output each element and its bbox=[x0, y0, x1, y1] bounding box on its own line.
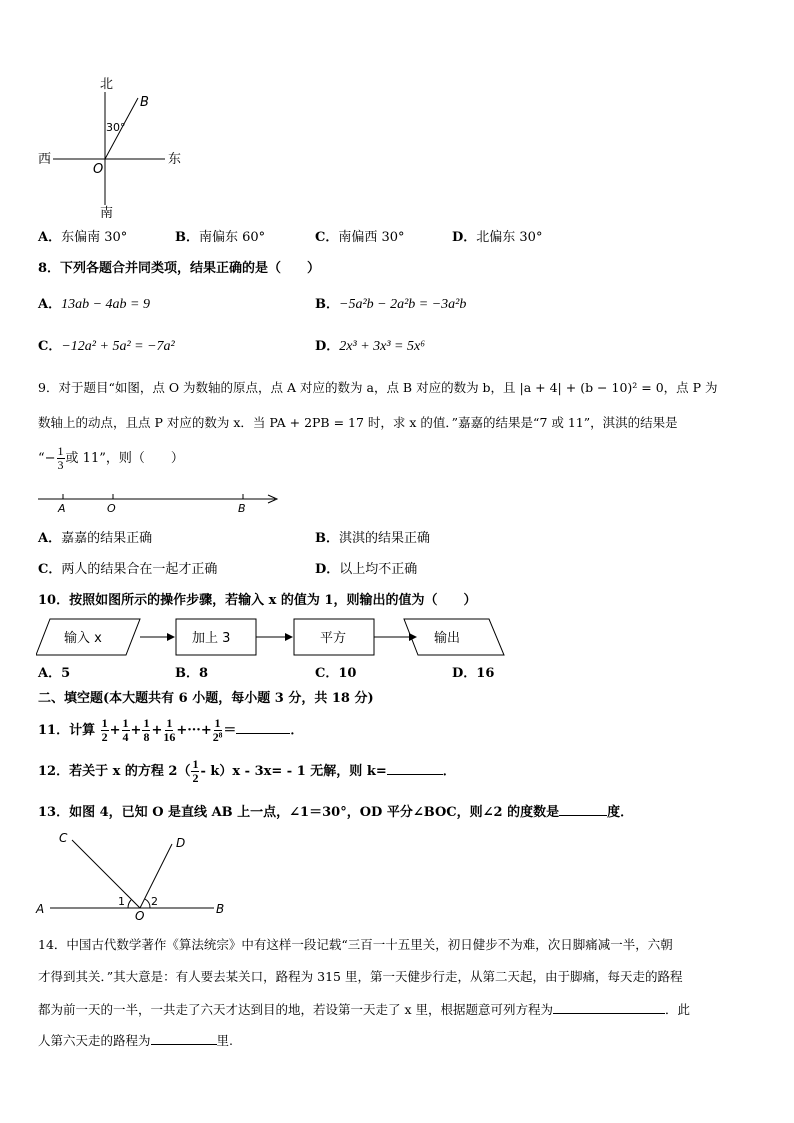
q12-answer-blank[interactable] bbox=[387, 760, 443, 775]
compass-figure bbox=[30, 70, 200, 220]
compass-east: 东 bbox=[168, 152, 182, 167]
q9-line1: 9．对于题目“如图，点 O 为数轴的原点，点 A 对应的数为 a，点 B 对应的数为 b，且 |a + 4| + (b − 10)² = 0，点 P 为 bbox=[38, 380, 718, 395]
q10-stem: 10．按照如图所示的操作步骤，若输入 x 的值为 1，则输出的值为（ ） bbox=[38, 593, 477, 608]
q8-stem: 8．下列各题合并同类项，结果正确的是（ ） bbox=[38, 261, 321, 276]
fig13-angle2: 2 bbox=[151, 895, 158, 908]
fig13-a: A bbox=[36, 902, 45, 916]
q9-fraction: $\frac{1}{3}$ bbox=[57, 444, 64, 472]
q14-distance-blank[interactable] bbox=[151, 1030, 217, 1045]
fig13-b: B bbox=[216, 902, 225, 916]
q10-option-c[interactable]: C．10 bbox=[315, 666, 357, 681]
q13-answer-blank[interactable] bbox=[559, 801, 607, 816]
q10-option-b[interactable]: B．8 bbox=[175, 666, 209, 681]
q10-option-a[interactable]: A．5 bbox=[38, 666, 71, 681]
fig13-c: C bbox=[59, 831, 68, 845]
q10-option-d[interactable]: D．16 bbox=[452, 666, 495, 681]
compass-south: 南 bbox=[100, 206, 114, 220]
fig13-d: D bbox=[176, 836, 186, 850]
q14-line2: 才得到其关．”其大意是：有人要去某关口，路程为 315 里，第一天健步行走，从第二天起，由于脚痛，每天走的路程 bbox=[38, 969, 683, 984]
flow-output: 输出 bbox=[434, 631, 461, 646]
q7-option-a[interactable]: A．东偏南 30° bbox=[38, 230, 128, 245]
q9-number-line bbox=[35, 488, 285, 516]
q14-line4: 人第六天走的路程为 里. bbox=[38, 1030, 233, 1050]
q8-option-c[interactable]: C．−12a² + 5a² = −7a² bbox=[38, 339, 175, 354]
q12-line: 12．若关于 x 的方程 2（ $\frac{1}{2}$ - k）x - 3x= - 1 无解，则 k= ． bbox=[38, 757, 456, 785]
q9-option-a[interactable]: A．嘉嘉的结果正确 bbox=[38, 531, 153, 546]
compass-angle: 30° bbox=[106, 121, 126, 134]
flow-square: 平方 bbox=[320, 631, 347, 646]
q10-flowchart bbox=[36, 617, 506, 659]
q9-option-b[interactable]: B．淇淇的结果正确 bbox=[315, 531, 431, 546]
q11-line: 11．计算 $\frac{1}{2}$ + $\frac{1}{4}$ + $\frac{1}{8}$ + $\frac{1}{16}$ +···+ $\frac{1}{\text{2⁸}}$ ＝ ． bbox=[38, 716, 304, 744]
q11-answer-blank[interactable] bbox=[236, 719, 290, 734]
flow-input: 输入 x bbox=[64, 631, 102, 646]
fig13-o: O bbox=[135, 909, 145, 922]
q8-option-d[interactable]: D．2x³ + 3x³ = 5x⁶ bbox=[315, 339, 426, 354]
q7-option-d[interactable]: D．北偏东 30° bbox=[452, 230, 543, 245]
q7-option-b[interactable]: B．南偏东 60° bbox=[175, 230, 266, 245]
compass-origin: O bbox=[93, 162, 104, 177]
compass-point-b: B bbox=[140, 95, 149, 110]
numberline-o: O bbox=[107, 502, 116, 515]
fig13-angle1: 1 bbox=[118, 895, 125, 908]
q8-option-b[interactable]: B．−5a²b − 2a²b = −3a²b bbox=[315, 297, 467, 312]
numberline-b: B bbox=[238, 502, 246, 515]
section-heading: 二、填空题(本大题共有 6 小题，每小题 3 分，共 18 分) bbox=[38, 691, 374, 706]
q7-option-c[interactable]: C．南偏西 30° bbox=[315, 230, 405, 245]
q14-line3: 都为前一天的一半，一共走了六天才达到目的地，若设第一天走了 x 里，根据题意可列方程为 ．此 bbox=[38, 999, 690, 1019]
q13-line: 13．如图 4，已知 O 是直线 AB 上一点，∠1＝30°，OD 平分∠BOC，则∠2 的度数是 度． bbox=[38, 801, 633, 822]
q14-equation-blank[interactable] bbox=[553, 999, 665, 1014]
q9-line2: 数轴上的动点，且点 P 对应的数为 x．当 PA + 2PB = 17 时，求 x 的值．”嘉嘉的结果是“7 或 11”，淇淇的结果是 bbox=[38, 415, 678, 430]
q9-line3: “− $\frac{1}{3}$ 或 11”，则（ ） bbox=[38, 444, 184, 472]
q13-figure bbox=[32, 826, 232, 922]
numberline-a: A bbox=[58, 502, 66, 515]
q9-option-c[interactable]: C．两人的结果合在一起才正确 bbox=[38, 562, 218, 577]
compass-north: 北 bbox=[100, 77, 114, 92]
compass-west: 西 bbox=[38, 152, 52, 167]
flow-add: 加上 3 bbox=[192, 631, 231, 646]
q9-option-d[interactable]: D．以上均不正确 bbox=[315, 562, 418, 577]
q14-line1: 14．中国古代数学著作《算法统宗》中有这样一段记载“三百一十五里关，初日健步不为难，次日脚痛减一半，六朝 bbox=[38, 937, 673, 952]
q8-option-a[interactable]: A．13ab − 4ab = 9 bbox=[38, 297, 150, 312]
